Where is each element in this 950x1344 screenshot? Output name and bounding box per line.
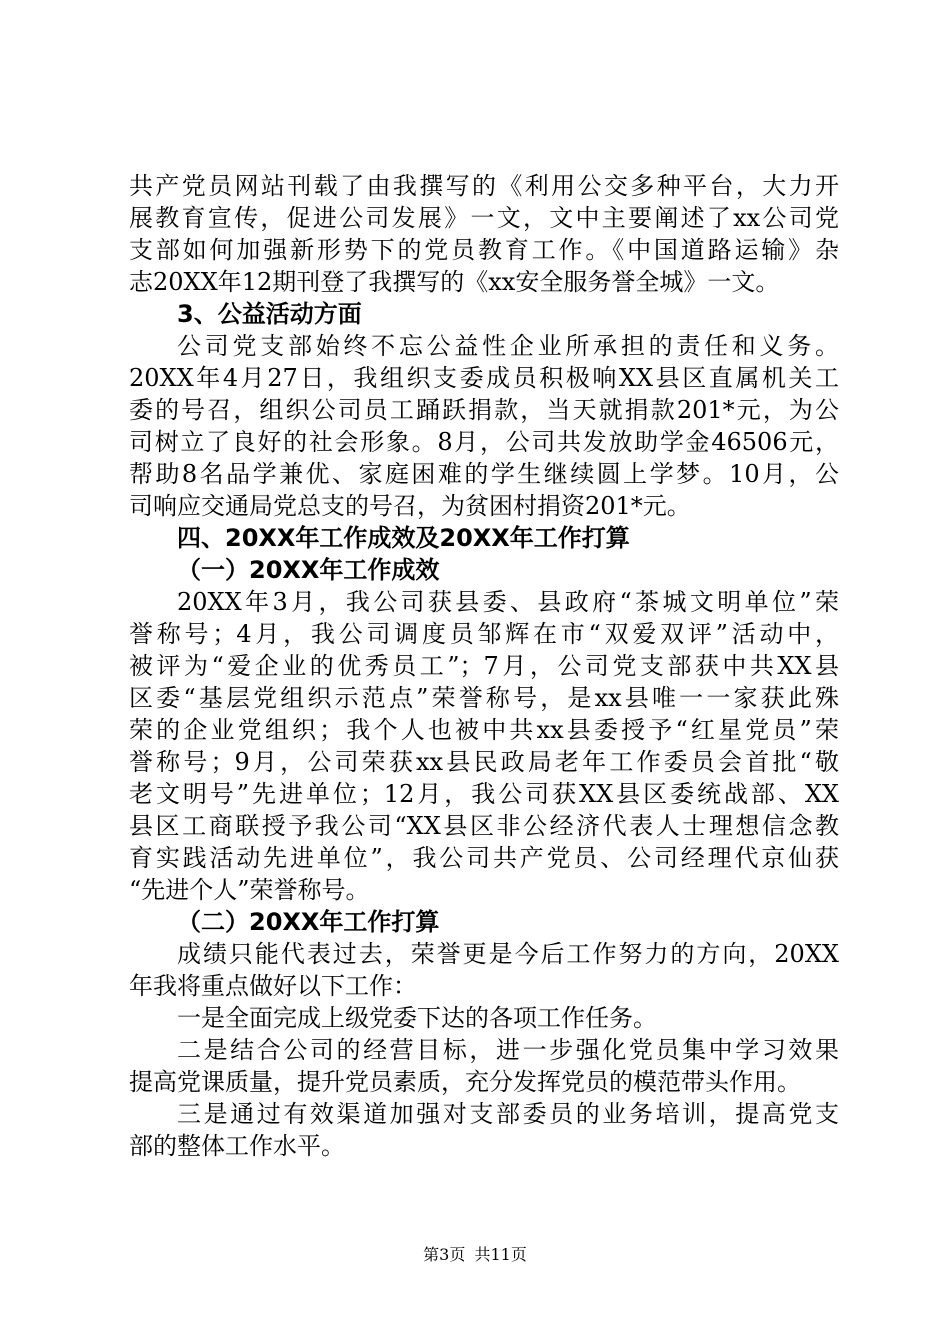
text-line: 老文明号”先进单位；12月，我公司获XX县区委统战部、XX	[129, 780, 839, 808]
text-line: 共产党员网站刊载了由我撰写的《利用公交多种平台，大力开	[129, 172, 839, 200]
paragraph-plans-intro	[129, 938, 839, 1002]
text-line: 一是全面完成上级党委下达的各项工作任务。	[177, 1004, 657, 1032]
text-line: 提高党课质量，提升党员素质，充分发挥党员的模范带头作用。	[129, 1068, 801, 1096]
text-line: 誉称号；9月，公司荣获xx县民政局老年工作委员会首批“敬	[129, 748, 839, 776]
page-total: 共11页	[474, 1245, 527, 1264]
text-line: 委的号召，组织公司员工踊跃捐款，当天就捐款201*元，为公	[129, 396, 839, 424]
paragraph-plan-one	[129, 1002, 839, 1034]
text-line: 育实践活动先进单位”，我公司共产党员、公司经理代京仙获	[129, 844, 839, 872]
text-line: 三是通过有效渠道加强对支部委员的业务培训，提高党支	[177, 1100, 839, 1128]
text-line: 司响应交通局党总支的号召，为贫困村捐资201*元。	[129, 492, 691, 520]
page-footer	[0, 1242, 950, 1265]
heading-achievements: （一）20XX年工作成效	[177, 556, 440, 584]
page-number: 第3页	[423, 1245, 466, 1264]
text-line: 县区工商联授予我公司“XX县区非公经济代表人士理想信念教	[129, 812, 839, 840]
paragraph-public-welfare	[129, 330, 839, 522]
text-line: 年我将重点做好以下工作：	[129, 972, 417, 1000]
text-line: 被评为“爱企业的优秀员工”；7月，公司党支部获中共XX县	[129, 652, 839, 680]
text-line: 荣的企业党组织；我个人也被中共xx县委授予“红星党员”荣	[129, 716, 839, 744]
text-line: “先进个人”荣誉称号。	[129, 876, 370, 904]
paragraph-publications	[129, 170, 839, 298]
text-line: 支部如何加强新形势下的党员教育工作。《中国道路运输》杂	[129, 236, 839, 264]
text-line: 部的整体工作水平。	[129, 1132, 345, 1160]
text-line: 公司党支部始终不忘公益性企业所承担的责任和义务。	[177, 332, 839, 360]
heading-section-four: 四、20XX年工作成效及20XX年工作打算	[177, 524, 630, 552]
document-body	[129, 170, 839, 1162]
text-line: 誉称号；4月，我公司调度员邹辉在市“双爱双评”活动中，	[129, 620, 839, 648]
paragraph-plan-three	[129, 1098, 839, 1162]
text-line: 二是结合公司的经营目标，进一步强化党员集中学习效果	[177, 1036, 839, 1064]
text-line: 20XX年3月，我公司获县委、县政府“茶城文明单位”荣	[177, 588, 839, 616]
text-line: 司树立了良好的社会形象。8月，公司共发放助学金46506元，	[129, 428, 839, 456]
heading-plans: （二）20XX年工作打算	[177, 908, 440, 936]
paragraph-plan-two	[129, 1034, 839, 1098]
text-line: 帮助8名品学兼优、家庭困难的学生继续圆上学梦。10月，公	[129, 460, 839, 488]
text-line: 成绩只能代表过去，荣誉更是今后工作努力的方向，20XX	[177, 940, 839, 968]
heading-public-welfare: 3、公益活动方面	[177, 300, 362, 328]
text-line: 区委“基层党组织示范点”荣誉称号，是xx县唯一一家获此殊	[129, 684, 839, 712]
text-line: 志20XX年12期刊登了我撰写的《xx安全服务誉全城》一文。	[129, 268, 780, 296]
paragraph-achievements	[129, 586, 839, 906]
text-line: 20XX年4月27日，我组织支委成员积极响XX县区直属机关工	[129, 364, 839, 392]
text-line: 展教育宣传，促进公司发展》一文，文中主要阐述了xx公司党	[129, 204, 839, 232]
